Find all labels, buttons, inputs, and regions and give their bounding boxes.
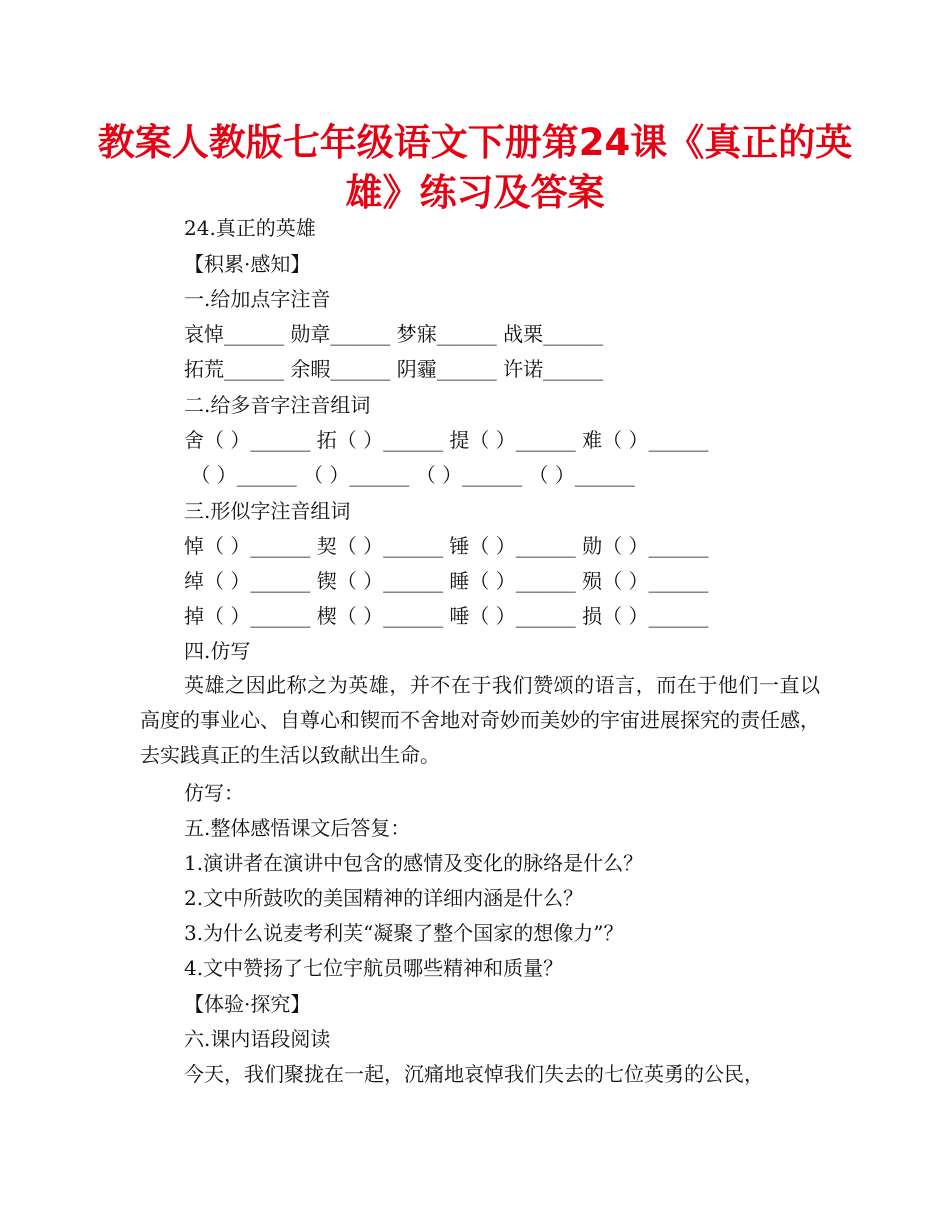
exercise-line: 绰（ ）______ 锲（ ）______ 睡（ ）______ 殒（ ）______ [184, 569, 709, 593]
section-heading: 【积累·感知】 [184, 252, 311, 276]
exercise-line: 哀悼______ 勋章______ 梦寐______ 战栗______ [184, 322, 604, 346]
question-line: 4.文中赞扬了七位宇航员哪些精神和质量？ [184, 956, 564, 980]
section-heading: 【体验·探究】 [184, 992, 311, 1016]
exercise-heading: 三.形似字注音组词 [184, 499, 351, 523]
question-line: 3.为什么说麦考利芙“凝聚了整个国家的想像力”？ [184, 921, 624, 945]
exercise-line: 掉（ ）______ 楔（ ）______ 唾（ ）______ 损（ ）______ [184, 604, 709, 628]
instruction-line: 仿写： [184, 781, 244, 805]
exercise-heading: 一.给加点字注音 [184, 287, 331, 311]
model-paragraph: 英雄之因此称之为英雄，并不在于我们赞颂的语言，而在于他们一直以高度的事业心、自尊心和锲而不舍地对奇妙而美妙的宇宙进展探究的责任感，去实践真正的生活以致献出生命。 [140, 673, 820, 767]
reading-passage-line: 今天，我们聚拢在一起，沉痛地哀悼我们失去的七位英勇的公民， [184, 1062, 764, 1086]
exercise-line: 舍（ ）______ 拓（ ）______ 提（ ）______ 难（ ）______ [184, 428, 709, 452]
exercise-line: 拓荒______ 余暇______ 阴霾______ 许诺______ [184, 357, 604, 381]
lesson-heading: 24.真正的英雄 [184, 216, 316, 240]
exercise-heading: 六.课内语段阅读 [184, 1027, 331, 1051]
exercise-heading: 五.整体感悟课文后答复： [184, 816, 411, 840]
exercise-heading: 四.仿写 [184, 639, 251, 663]
exercise-line: 悼（ ）______ 契（ ）______ 锤（ ）______ 勋（ ）______ [184, 534, 709, 558]
question-line: 1.演讲者在演讲中包含的感情及变化的脉络是什么？ [184, 851, 644, 875]
exercise-line: （ ）______ （ ）______ （ ）______ （ ）______ [184, 463, 635, 487]
exercise-heading: 二.给多音字注音组词 [184, 393, 371, 417]
document-title: 教案人教版七年级语文下册第24课《真正的英雄》练习及答案 [97, 121, 853, 214]
question-line: 2.文中所鼓吹的美国精神的详细内涵是什么？ [184, 886, 584, 910]
